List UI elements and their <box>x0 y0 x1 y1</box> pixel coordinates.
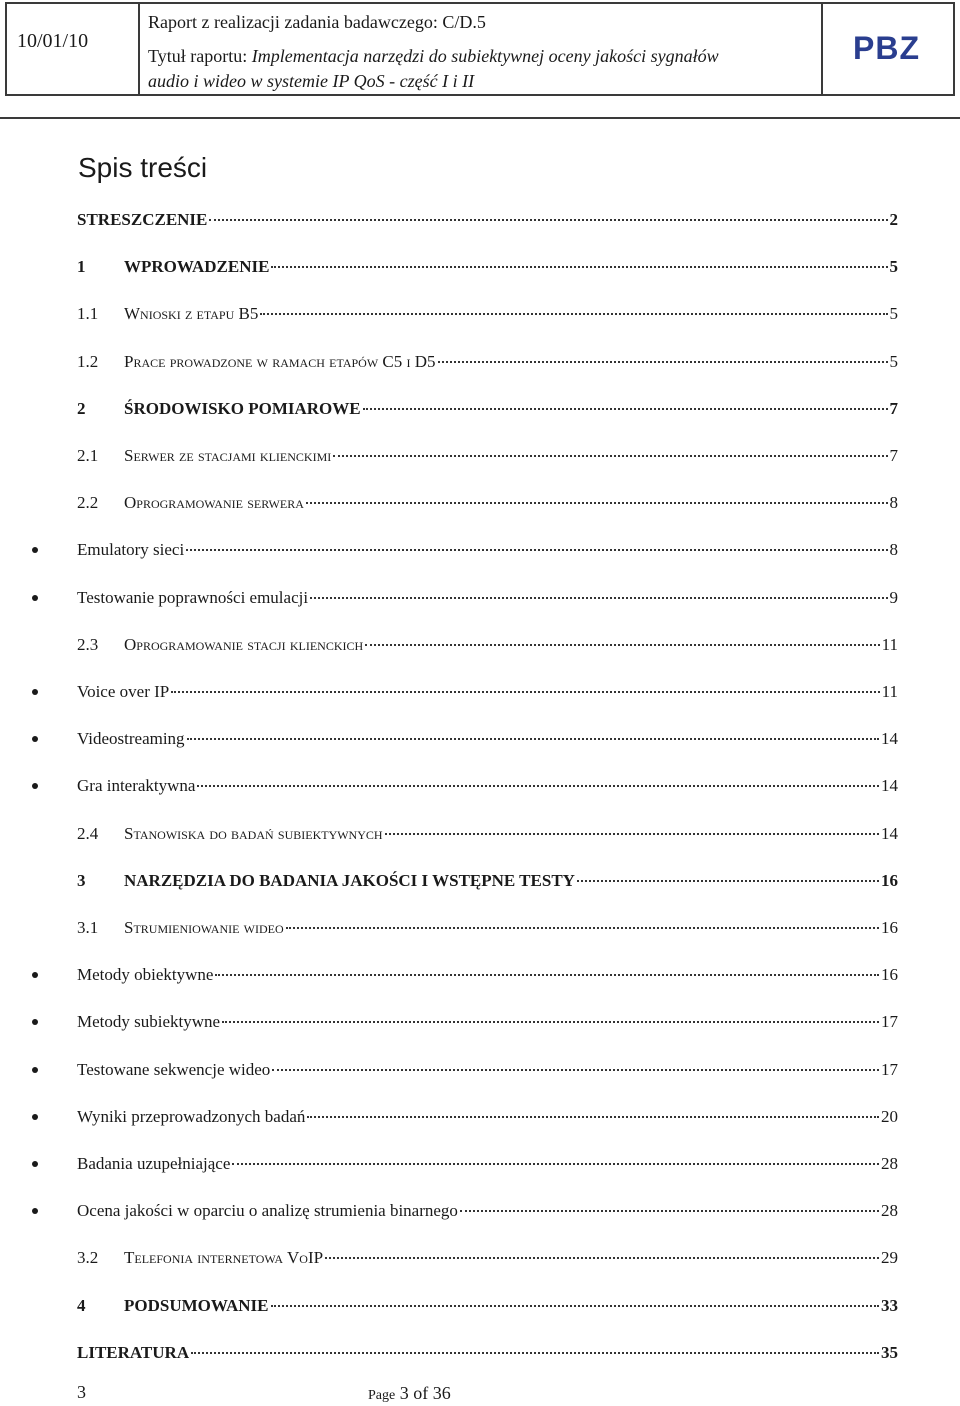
bullet-icon <box>32 736 38 742</box>
toc-entry[interactable] <box>77 1201 898 1221</box>
footer-left-number: 3 <box>77 1382 86 1402</box>
report-header <box>5 2 955 96</box>
toc-entry-page: 11 <box>881 634 898 654</box>
toc-entry-label: Prace prowadzone w ramach etapów C5 i D5 <box>124 351 436 371</box>
header-logo-cell <box>823 4 953 94</box>
toc-dot-leader <box>577 880 879 882</box>
bullet-icon <box>32 1208 38 1214</box>
toc-entry[interactable] <box>77 776 898 796</box>
toc-entry[interactable] <box>77 493 898 513</box>
toc-entry-label: Wnioski z etapu B5 <box>124 304 259 324</box>
toc-entry[interactable] <box>77 918 898 938</box>
toc-entry[interactable] <box>77 1154 898 1174</box>
header-title-line2: audio i wideo w systemie IP QoS - część I i II <box>148 71 475 91</box>
toc-entry-page: 28 <box>881 1154 898 1173</box>
toc-entry[interactable] <box>77 399 898 419</box>
toc-entry-page: 5 <box>889 351 898 371</box>
toc-entry-number: 1.2 <box>77 351 99 371</box>
toc-entry-label: LITERATURA <box>77 1342 190 1362</box>
bullet-icon <box>32 547 38 553</box>
toc-dot-leader <box>187 738 879 740</box>
toc-dot-leader <box>363 408 888 410</box>
toc-entry-page: 33 <box>881 1295 898 1315</box>
toc-entry-label: Oprogramowanie stacji klienckich <box>124 634 364 654</box>
toc-entry-label: Telefonia internetowa VoIP <box>124 1248 324 1268</box>
toc-entry-label: Testowane sekwencje wideo <box>77 1059 271 1079</box>
toc-entry-page: 20 <box>881 1106 898 1126</box>
toc-entry-number: 1.1 <box>77 304 99 324</box>
toc-entry[interactable] <box>77 824 898 844</box>
toc-entry-label: Videostreaming <box>77 729 185 749</box>
toc-entry-label: STRESZCZENIE <box>77 210 208 229</box>
toc-dot-leader <box>271 1305 879 1307</box>
toc-entry-page: 16 <box>881 918 898 937</box>
toc-dot-leader <box>232 1163 879 1165</box>
bullet-icon <box>32 1067 38 1073</box>
toc-entry-label: Oprogramowanie serwera <box>124 493 304 513</box>
toc-dot-leader <box>222 1021 879 1023</box>
toc-entry[interactable] <box>77 635 898 655</box>
toc-dot-leader <box>333 455 887 457</box>
toc-entry-number: 2.1 <box>77 446 99 465</box>
toc-entry-label: Serwer ze stacjami klienckimi <box>124 446 332 465</box>
toc-entry-label: Strumieniowanie wideo <box>124 918 284 937</box>
toc-entry-label: Testowanie poprawności emulacji <box>77 587 309 607</box>
toc-entry-number: 3 <box>77 870 86 890</box>
toc-entry-page: 17 <box>881 1012 898 1032</box>
toc-entry-label: Metody subiektywne <box>77 1012 221 1032</box>
toc-entry-page: 17 <box>881 1059 898 1079</box>
toc-entry-page: 14 <box>881 729 898 749</box>
bullet-icon <box>32 972 38 978</box>
toc-entry-number: 2.3 <box>77 634 99 654</box>
toc-entry-label: Badania uzupełniające <box>77 1154 231 1173</box>
header-title-cell <box>140 4 823 94</box>
toc-dot-leader <box>191 1352 879 1354</box>
toc-entry[interactable] <box>77 588 898 608</box>
toc-entry-number: 2.2 <box>77 493 99 513</box>
header-title-line1 <box>148 46 719 67</box>
toc-dot-leader <box>365 644 879 646</box>
toc-dot-leader <box>310 597 887 599</box>
toc-entry[interactable] <box>77 1296 898 1316</box>
header-date-cell <box>7 4 140 94</box>
toc-entry[interactable] <box>77 1060 898 1080</box>
toc-dot-leader <box>325 1257 879 1259</box>
toc-entry-number: 2 <box>77 398 86 418</box>
header-date: 10/01/10 <box>17 30 89 52</box>
toc-entry-number: 3.2 <box>77 1248 99 1268</box>
toc-entry-page: 9 <box>889 587 898 607</box>
toc-entry[interactable] <box>77 540 898 560</box>
toc-entry-page: 16 <box>881 870 898 890</box>
toc-entry-label: ŚRODOWISKO POMIAROWE <box>124 398 361 418</box>
toc-entry-page: 8 <box>889 540 898 560</box>
toc-entry[interactable] <box>77 446 898 466</box>
toc-entry-number: 2.4 <box>77 823 99 843</box>
toc-title: Spis treści <box>78 152 208 183</box>
footer-page-count: 3 of 36 <box>395 1383 451 1403</box>
toc-entry-page: 7 <box>889 398 898 418</box>
toc-entry[interactable] <box>77 304 898 324</box>
toc-entry-label: Gra interaktywna <box>77 776 196 796</box>
toc-dot-leader <box>438 361 888 363</box>
toc-entry-label: Ocena jakości w oparciu o analizę strumienia binarnego <box>77 1201 458 1221</box>
toc-entry[interactable] <box>77 1343 898 1363</box>
bullet-icon <box>32 1019 38 1025</box>
toc-entry[interactable] <box>77 352 898 372</box>
toc-entry[interactable] <box>77 1248 898 1268</box>
toc-dot-leader <box>171 691 879 693</box>
toc-entry-page: 5 <box>889 257 898 277</box>
toc-entry-label: Wyniki przeprowadzonych badań <box>77 1106 306 1126</box>
toc-entry[interactable] <box>77 1012 898 1032</box>
toc-entry-page: 7 <box>889 446 898 465</box>
toc-entry-label: Voice over IP <box>77 682 170 701</box>
bullet-icon <box>32 689 38 695</box>
toc-entry-number: 3.1 <box>77 918 99 937</box>
toc-entry-page: 14 <box>881 776 898 796</box>
toc-dot-leader <box>209 219 887 221</box>
toc-entry-label: WPROWADZENIE <box>124 257 270 277</box>
toc-entry[interactable] <box>77 871 898 891</box>
toc-dot-leader <box>271 266 887 268</box>
toc-entry-page: 2 <box>889 210 898 229</box>
toc-entry-page: 35 <box>881 1342 898 1362</box>
toc-entry[interactable] <box>77 965 898 985</box>
toc-entry[interactable] <box>77 682 898 702</box>
bullet-icon <box>32 595 38 601</box>
bullet-icon <box>32 1114 38 1120</box>
bullet-icon <box>32 783 38 789</box>
toc-entry-label: NARZĘDZIA DO BADANIA JAKOŚCI I WSTĘPNE TESTY <box>124 870 575 890</box>
toc-entry-page: 11 <box>881 682 898 701</box>
toc-dot-leader <box>306 502 888 504</box>
toc-dot-leader <box>186 549 887 551</box>
header-rule <box>0 117 960 119</box>
pbz-logo: PBZ <box>853 30 920 66</box>
toc-dot-leader <box>215 974 879 976</box>
toc-dot-leader <box>260 313 887 315</box>
toc-entry-label: Stanowiska do badań subiektywnych <box>124 823 383 843</box>
toc-entry-label: Metody obiektywne <box>77 965 214 985</box>
toc-dot-leader <box>286 927 879 929</box>
footer-page-word: Page <box>368 1388 396 1403</box>
toc-entry[interactable] <box>77 257 898 277</box>
toc-entry[interactable] <box>77 729 898 749</box>
toc-entry-number: 1 <box>77 257 86 277</box>
header-report-line: Raport z realizacji zadania badawczego: C/D.5 <box>148 12 486 32</box>
footer-page-indicator <box>368 1383 451 1404</box>
bullet-icon <box>32 1161 38 1167</box>
toc-entry-page: 8 <box>889 493 898 513</box>
toc-dot-leader <box>197 785 879 787</box>
toc-entry-page: 5 <box>889 304 898 324</box>
toc-dot-leader <box>272 1069 879 1071</box>
header-title-italic: Implementacja narzędzi do subiektywnej oceny jakości sygnałów <box>251 46 719 66</box>
toc-dot-leader <box>460 1210 879 1212</box>
toc-entry-number: 4 <box>77 1295 86 1315</box>
header-title-prefix: Tytuł raportu: <box>148 46 252 66</box>
toc-entry-page: 28 <box>881 1201 898 1221</box>
toc-entry-page: 29 <box>881 1248 898 1268</box>
toc-entry[interactable] <box>77 210 898 230</box>
toc-entry-label: Emulatory sieci <box>77 540 185 560</box>
toc-entry-page: 16 <box>881 965 898 985</box>
toc-entry[interactable] <box>77 1107 898 1127</box>
toc-entry-label: PODSUMOWANIE <box>124 1295 269 1315</box>
toc-dot-leader <box>385 833 879 835</box>
toc-dot-leader <box>307 1116 879 1118</box>
toc-entry-page: 14 <box>881 823 898 843</box>
